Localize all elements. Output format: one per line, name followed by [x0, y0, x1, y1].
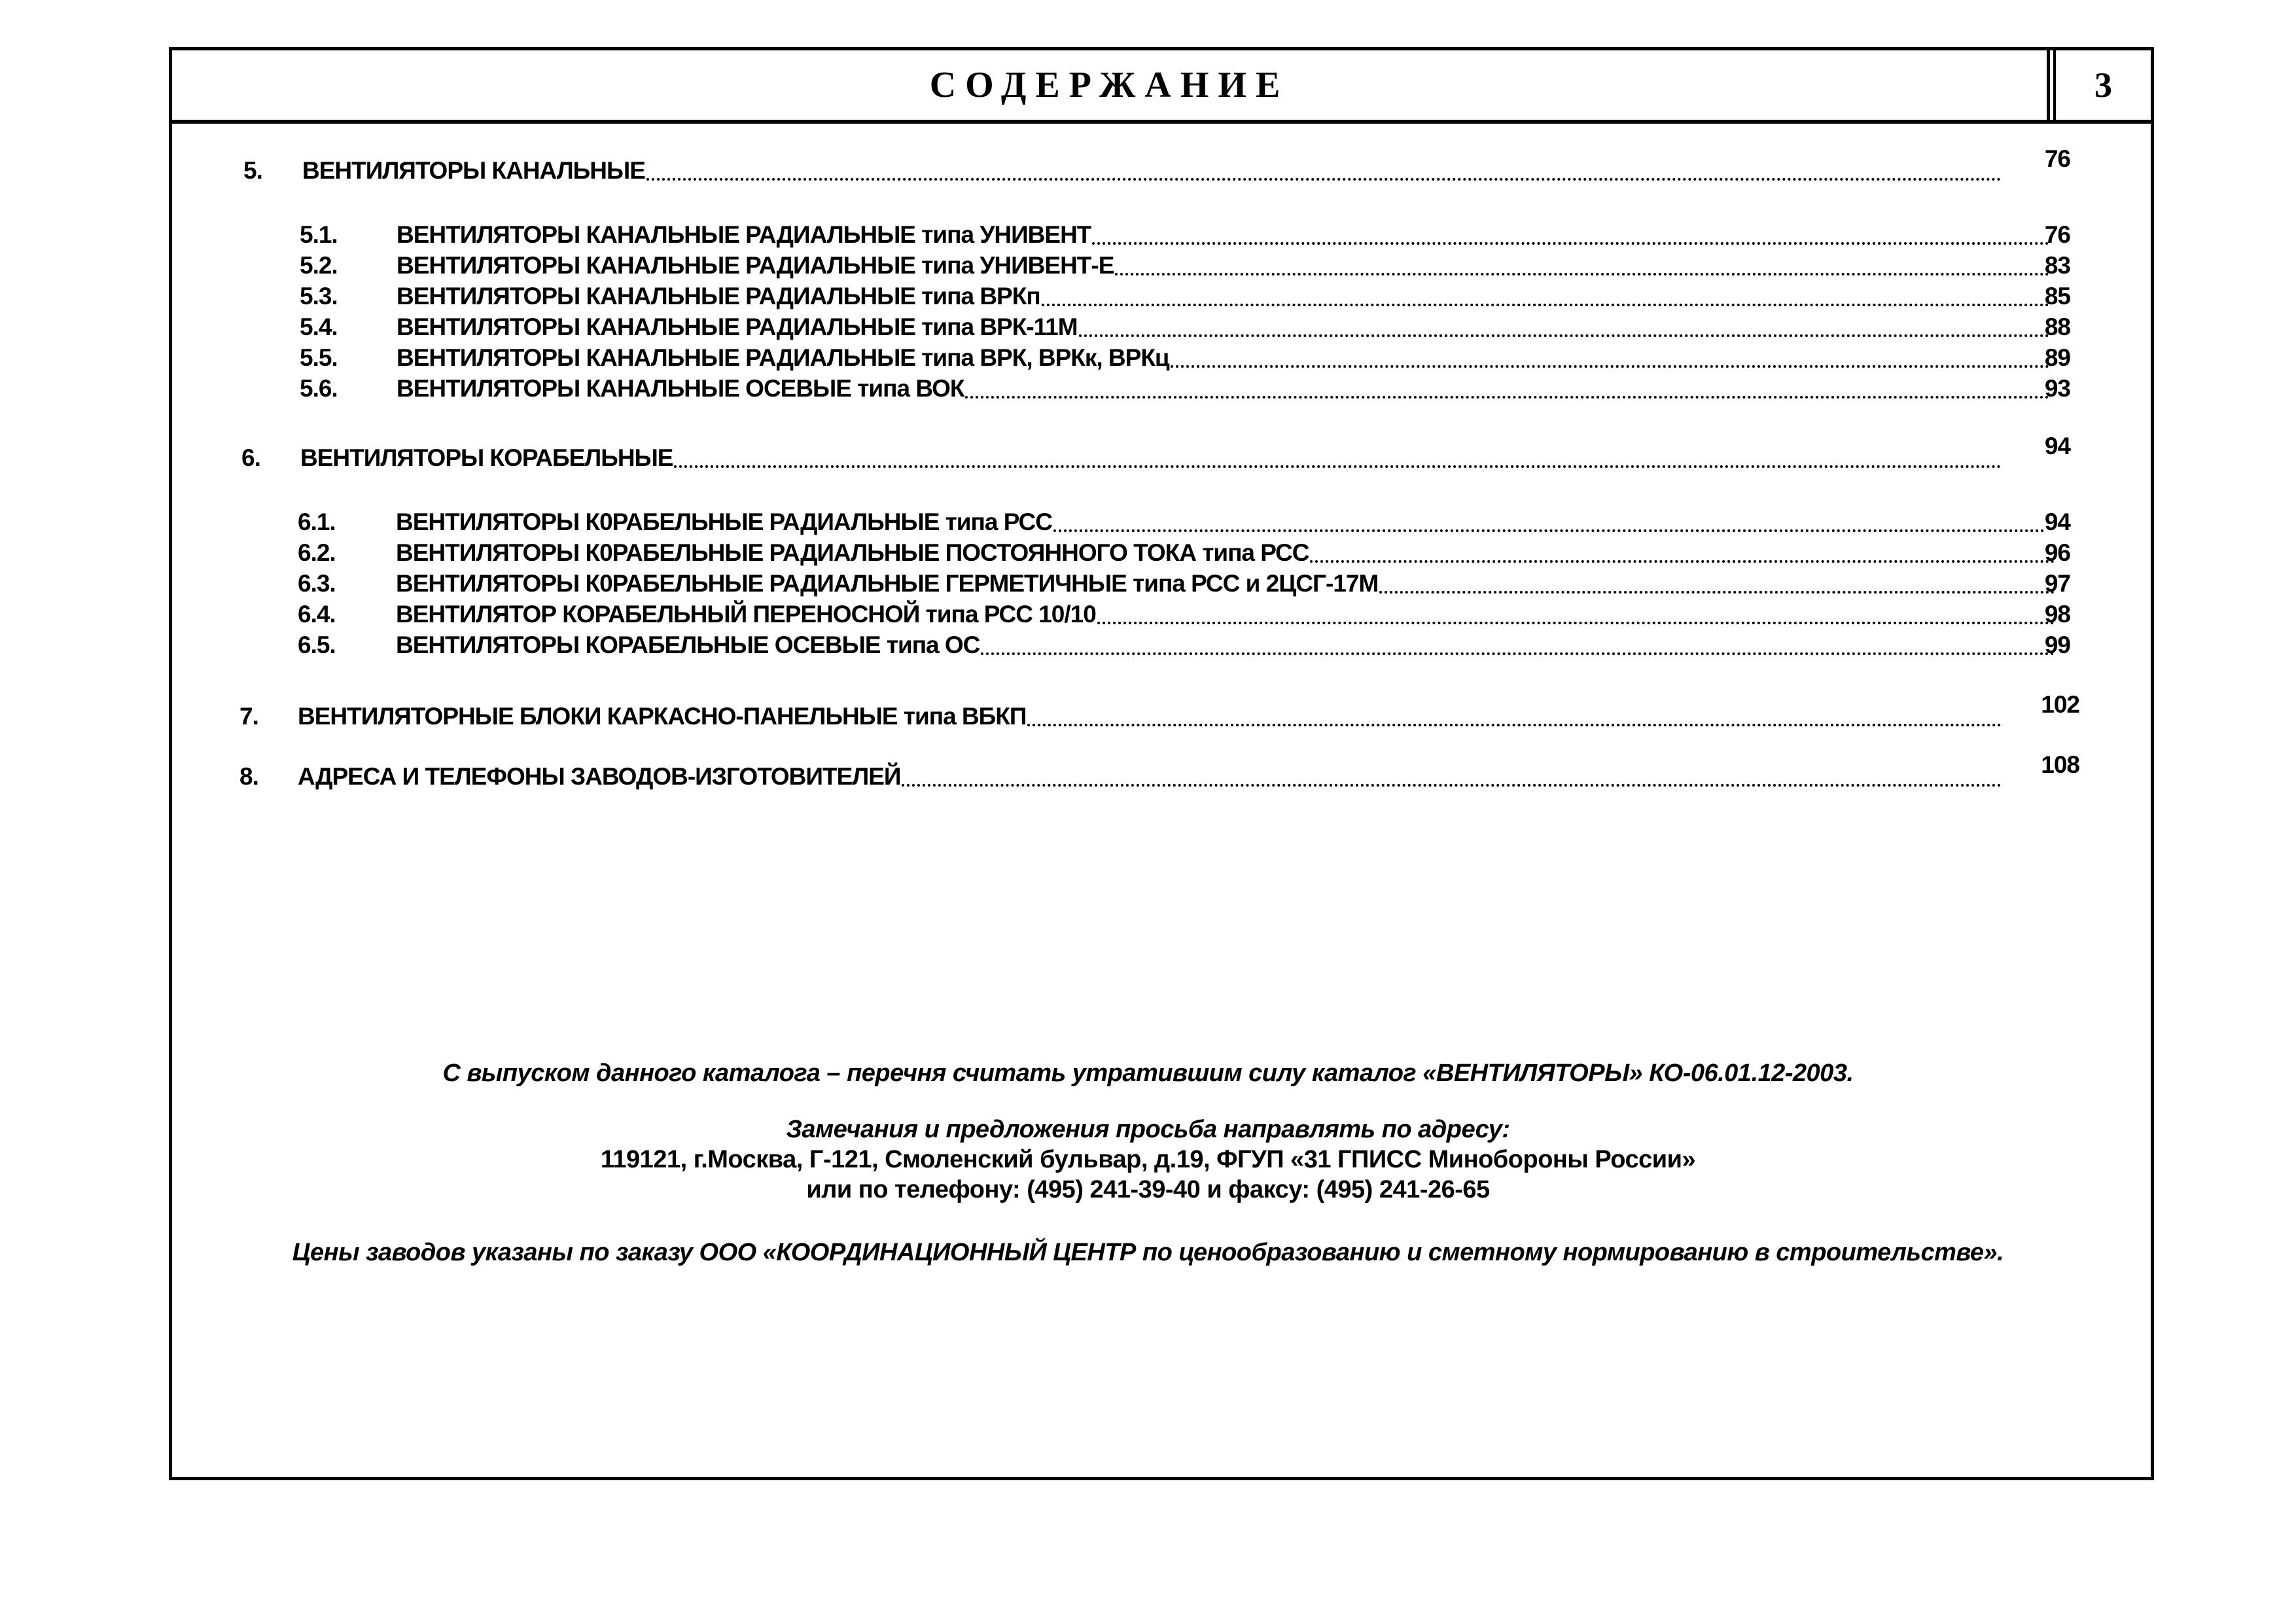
- toc-entry-title: ВЕНТИЛЯТОР КОРАБЕЛЬНЫЙ ПЕРЕНОСНОЙ типа РСС 10/10: [396, 601, 1096, 628]
- toc-entry-5-5[interactable]: [300, 343, 2089, 373]
- toc-entry-page: 102: [2041, 691, 2079, 718]
- toc-entry-page: 96: [2044, 539, 2070, 566]
- toc-entry-title: ВЕНТИЛЯТОРЫ КАНАЛЬНЫЕ: [302, 157, 645, 184]
- toc-entry-page: 85: [2044, 283, 2070, 310]
- remarks-heading: Замечания и предложения просьба направлять по адресу:: [786, 1116, 1510, 1143]
- dot-leader: [1310, 560, 2055, 563]
- header-bar: [172, 50, 2151, 124]
- toc-entry-title: ВЕНТИЛЯТОРЫ КАНАЛЬНЫЕ РАДИАЛЬНЫЕ типа ВРКп: [397, 283, 1040, 310]
- toc-entry-number: 6.2.: [298, 539, 336, 566]
- toc-entry-title: ВЕНТИЛЯТОРЫ КАНАЛЬНЫЕ ОСЕВЫЕ типа ВОК: [397, 375, 964, 402]
- toc-entry-number: 5.1.: [300, 221, 338, 248]
- toc-entry-8[interactable]: [239, 751, 2089, 792]
- toc-entry-6-4[interactable]: [298, 599, 2089, 630]
- toc-entry-page: 76: [2044, 221, 2070, 248]
- prices-notice: Цены заводов указаны по заказу ООО «КООРДИНАЦИОННЫЙ ЦЕНТР по ценообразованию и сметному нормированию в строительстве».: [292, 1239, 2004, 1266]
- dot-leader: [1115, 273, 2049, 275]
- dot-leader: [981, 652, 2055, 655]
- toc-entry-number: 6.5.: [298, 631, 336, 658]
- toc-entry-page: 108: [2041, 751, 2079, 778]
- toc-entry-page: 83: [2044, 252, 2070, 279]
- page-number: 3: [2094, 65, 2112, 105]
- toc-entry-6-5[interactable]: [298, 630, 2089, 660]
- dot-leader: [1171, 365, 2049, 368]
- toc-entry-page: 97: [2044, 570, 2070, 597]
- dot-leader: [1079, 334, 2049, 337]
- dot-leader: [965, 396, 2049, 399]
- header-divider: [2047, 50, 2056, 120]
- toc-entry-number: 6.: [241, 444, 260, 471]
- toc-entry-number: 5.6.: [300, 375, 338, 402]
- address-line: 119121, г.Москва, Г-121, Смоленский бульвар, д.19, ФГУП «31 ГПИСС Минобороны России»: [600, 1146, 1696, 1173]
- toc-entry-number: 5.4.: [300, 313, 338, 340]
- toc-entry-page: 88: [2044, 313, 2070, 340]
- toc-entry-number: 5.2.: [300, 252, 338, 279]
- toc-entry-title: ВЕНТИЛЯТОРЫ КОРАБЕЛЬНЫЕ ОСЕВЫЕ типа ОС: [396, 631, 980, 658]
- dot-leader: [646, 178, 2002, 181]
- toc-entry-title: ВЕНТИЛЯТОРЫ КАНАЛЬНЫЕ РАДИАЛЬНЫЕ типа ВРК-11М: [397, 313, 1078, 340]
- page-title: СОДЕРЖАНИЕ: [929, 65, 1290, 105]
- toc-entry-title: ВЕНТИЛЯТОРНЫЕ БЛОКИ КАРКАСНО-ПАНЕЛЬНЫЕ типа ВБКП: [298, 703, 1027, 730]
- toc-entry-number: 7.: [239, 703, 258, 730]
- toc-entry-5-4[interactable]: [300, 312, 2089, 342]
- toc-entry-5-3[interactable]: [300, 281, 2089, 311]
- toc-entry-title: ВЕНТИЛЯТОРЫ КАНАЛЬНЫЕ РАДИАЛЬНЫЕ типа УНИВЕНТ-Е: [397, 252, 1114, 279]
- dot-leader: [1092, 242, 2049, 245]
- toc-entry-page: 89: [2044, 344, 2070, 371]
- dot-leader: [1379, 591, 2055, 594]
- dot-leader: [902, 784, 2002, 787]
- toc-entry-number: 6.1.: [298, 508, 336, 535]
- toc-entry-number: 8.: [239, 763, 258, 790]
- toc-entry-7[interactable]: [239, 691, 2089, 732]
- toc-entry-title: ВЕНТИЛЯТОРЫ К0РАБЕЛЬНЫЕ РАДИАЛЬНЫЕ ПОСТОЯННОГО ТОКА типа РСС: [396, 539, 1309, 566]
- toc-entry-number: 5.: [243, 157, 262, 184]
- toc-entry-number: 5.3.: [300, 283, 338, 310]
- toc-entry-5-6[interactable]: [300, 374, 2089, 404]
- toc-entry-number: 6.4.: [298, 601, 336, 628]
- toc-entry-page: 94: [2044, 433, 2070, 459]
- catalog-notice: С выпуском данного каталога – перечня считать утратившим силу каталог «ВЕНТИЛЯТОРЫ» КО-06.01.12-2003.: [442, 1059, 1854, 1087]
- toc-entry-page: 76: [2044, 145, 2070, 172]
- toc-entry-title: ВЕНТИЛЯТОРЫ КАНАЛЬНЫЕ РАДИАЛЬНЫЕ типа ВРК, ВРКк, ВРКц: [397, 344, 1169, 371]
- toc-entry-page: 93: [2044, 375, 2070, 402]
- toc-entry-5-2[interactable]: [300, 251, 2089, 281]
- toc-entry-title: АДРЕСА И ТЕЛЕФОНЫ ЗАВОДОВ-ИЗГОТОВИТЕЛЕЙ: [298, 763, 901, 790]
- toc-entry-title: ВЕНТИЛЯТОРЫ К0РАБЕЛЬНЫЕ РАДИАЛЬНЫЕ типа РСС: [396, 508, 1052, 535]
- dot-leader: [1027, 724, 2002, 726]
- toc-entry-6-3[interactable]: [298, 569, 2089, 599]
- dot-leader: [1053, 529, 2045, 532]
- toc-entry-number: 6.3.: [298, 570, 336, 597]
- dot-leader: [1042, 304, 2049, 306]
- toc-entry-5[interactable]: [243, 145, 2089, 186]
- toc-entry-page: 98: [2044, 601, 2070, 628]
- toc-entry-page: 99: [2044, 631, 2070, 658]
- toc-entry-6-2[interactable]: [298, 538, 2089, 568]
- toc-entry-5-1[interactable]: [300, 220, 2089, 250]
- toc-entry-6[interactable]: [241, 433, 2089, 473]
- dot-leader: [1097, 622, 2055, 624]
- toc-entry-6-1[interactable]: [298, 507, 2089, 537]
- toc-entry-title: ВЕНТИЛЯТОРЫ К0РАБЕЛЬНЫЕ РАДИАЛЬНЫЕ ГЕРМЕТИЧНЫЕ типа РСС и 2ЦСГ-17М: [396, 570, 1379, 597]
- dot-leader: [674, 465, 2002, 468]
- toc-entry-title: ВЕНТИЛЯТОРЫ КАНАЛЬНЫЕ РАДИАЛЬНЫЕ типа УНИВЕНТ: [397, 221, 1091, 248]
- toc-entry-number: 5.5.: [300, 344, 338, 371]
- toc-entry-page: 94: [2044, 508, 2070, 535]
- toc-entry-title: ВЕНТИЛЯТОРЫ КОРАБЕЛЬНЫЕ: [300, 444, 673, 471]
- contacts-line: или по телефону: (495) 241-39-40 и факсу: (495) 241-26-65: [806, 1176, 1490, 1203]
